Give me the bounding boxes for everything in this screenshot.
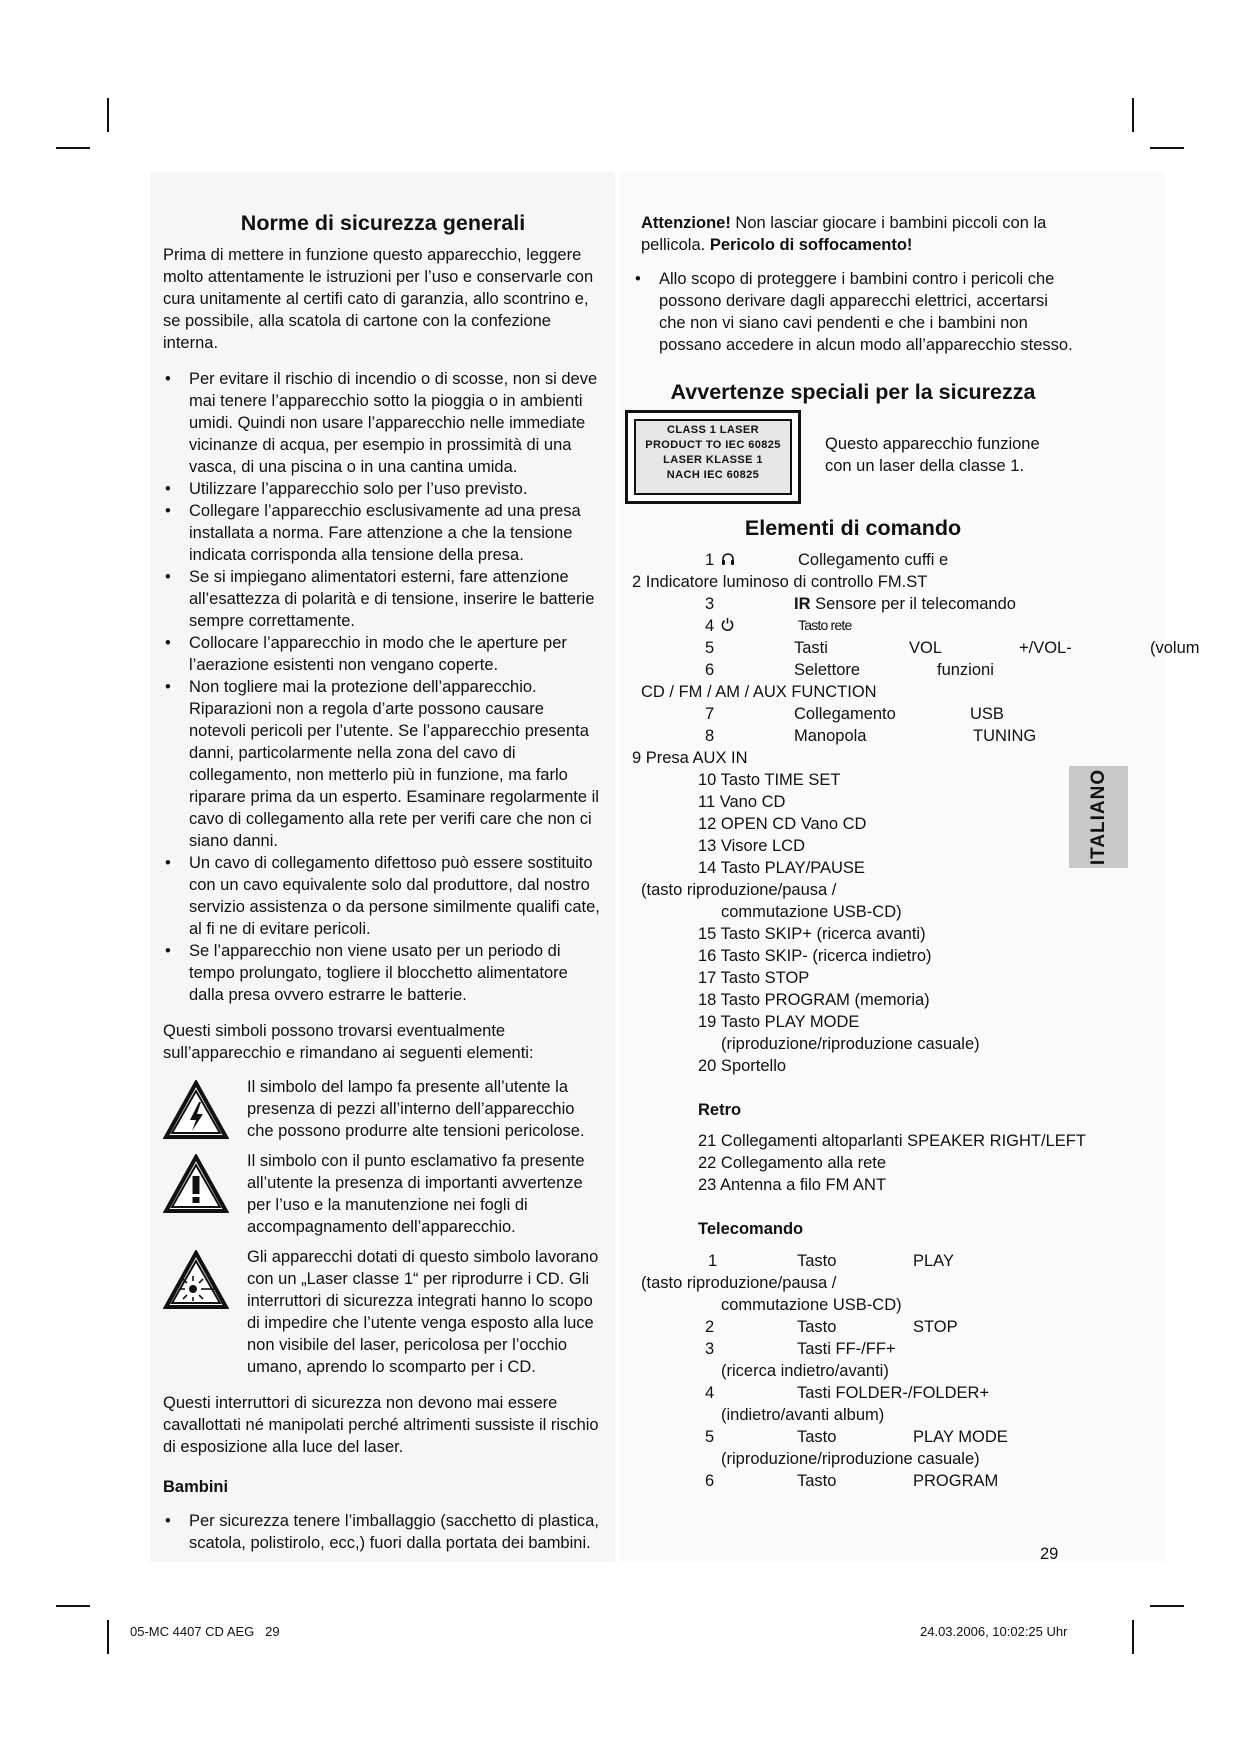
remote-text: commutazione USB-CD) [721, 1296, 902, 1314]
control-text [794, 595, 1016, 614]
special-safety-title: Avvertenze speciali per la sicurezza [670, 380, 1036, 404]
control-text: Collegamento cuffi e [798, 551, 949, 569]
intro-paragraph: Prima di mettere in funzione questo apparecchio, leggere molto attentamente le istruzioni per l’uso e conservarle con cura unitamente al certifi cato di garanzia, allo scontrino e, se possibile, alla scatola di cartone con la confezione interna. [163, 246, 594, 352]
remote-text: PLAY MODE [913, 1428, 1008, 1446]
list-item: • Per evitare il rischio di incendio o di scosse, non si deve mai tenere l’apparecchio sotto la pioggia o in ambienti umidi. Quindi non usare l’apparecchio nelle immediate vicinanze di acqua, per esempio in prossimità di una vasca, di una piscina o in una cantina umida. [163, 368, 603, 478]
control-num: 3 [705, 595, 715, 613]
children-list [163, 1510, 603, 1554]
symbol-text: Il simbolo del lampo fa presente all’utente la presenza di pezzi all’interno dell’apparecchio che possono produrre alte tensioni pericolose. [247, 1078, 585, 1140]
laser-label-line: PRODUCT TO IEC 60825 [645, 439, 781, 451]
control-text: 11 Vano CD [698, 793, 786, 811]
control-text: 18 Tasto PROGRAM (memoria) [698, 991, 930, 1009]
laser-description: Questo apparecchio funzione con un laser della classe 1. [825, 435, 1040, 475]
control-text: Manopola [794, 727, 867, 745]
control-text: 13 Visore LCD [698, 837, 806, 855]
remote-heading: Telecomando [698, 1220, 804, 1238]
laser-class-label [625, 410, 801, 504]
control-text: 2 Indicatore luminoso di controllo FM.ST [632, 573, 928, 591]
page-number: 29 [1040, 1545, 1059, 1563]
left-column [163, 212, 603, 1554]
attention-text: Non lasciar giocare i bambini piccoli con la pellicola. [641, 214, 1047, 254]
control-text: 23 Antenna a filo FM ANT [698, 1176, 887, 1194]
lightning-warning-icon [163, 1080, 229, 1140]
control-text: USB [970, 705, 1004, 723]
attention-paragraph [633, 212, 1073, 256]
laser-label-inner [634, 419, 792, 495]
control-text: Selettore [794, 661, 861, 679]
headphone-icon [720, 551, 736, 572]
symbol-laser [163, 1246, 603, 1378]
list-item: • Utilizzare l’apparecchio solo per l’uso previsto. [163, 478, 603, 500]
control-num: 4 [705, 617, 715, 635]
laser-label-line: CLASS 1 LASER [667, 424, 759, 436]
control-text: funzioni [937, 661, 994, 679]
right-top [633, 212, 1073, 356]
crop-mark [1150, 147, 1184, 149]
power-icon [720, 617, 735, 637]
remote-text: PLAY [913, 1252, 954, 1270]
control-text: (volum [1150, 639, 1200, 657]
attention-danger: Pericolo di soffocamento! [709, 236, 913, 254]
control-text: (tasto riproduzione/pausa / [641, 881, 837, 899]
laser-warning-icon [163, 1250, 229, 1310]
remote-text: Tasto [797, 1428, 837, 1446]
remote-text: Tasto [797, 1252, 837, 1270]
crop-mark [107, 98, 109, 132]
safety-title: Norme di sicurezza generali [240, 211, 526, 235]
remote-num: 4 [705, 1384, 715, 1402]
footer-left: 05-MC 4407 CD AEG 29 [130, 1624, 280, 1639]
control-num: 7 [705, 705, 715, 723]
control-text: TUNING [973, 727, 1037, 745]
exclamation-warning-icon [163, 1154, 229, 1214]
ir-text: Sensore per il telecomando [810, 595, 1016, 613]
list-item: • Per sicurezza tenere l’imballaggio (sacchetto di plastica, scatola, polistirolo, ecc,) fuori dalla portata dei bambini. [163, 1510, 603, 1554]
remote-num: 3 [705, 1340, 715, 1358]
remote-text: Tasto [797, 1472, 837, 1490]
remote-text: STOP [913, 1318, 958, 1336]
switches-note: Questi interruttori di sicurezza non devono mai essere cavallottati né manipolati perché altrimenti sussiste il rischio di esposizione alla luce del laser. [163, 1394, 599, 1456]
retro-heading: Retro [698, 1101, 742, 1119]
symbol-text: Il simbolo con il punto esclamativo fa presente all’utente la presenza di importanti avvertenze per l’uso e la manutenzione nei fogli di accompagnamento dell’apparecchio. [247, 1152, 585, 1236]
crop-mark [1132, 1620, 1134, 1654]
control-text: Collegamento [794, 705, 896, 723]
remote-text: (ricerca indietro/avanti) [721, 1362, 889, 1380]
remote-text: Tasto [797, 1318, 837, 1336]
control-text: commutazione USB-CD) [721, 903, 902, 921]
control-text: +/VOL- [1019, 639, 1072, 657]
crop-mark [107, 1620, 109, 1654]
remote-num: 1 [708, 1252, 718, 1270]
remote-text: Tasti FOLDER-/FOLDER+ [797, 1384, 990, 1402]
language-tab-label: ITALIANO [1087, 768, 1109, 866]
remote-num: 2 [705, 1318, 715, 1336]
crop-mark [1132, 98, 1134, 132]
laser-label-line: NACH IEC 60825 [666, 469, 760, 481]
control-text: 15 Tasto SKIP+ (ricerca avanti) [698, 925, 926, 943]
crop-mark [56, 1605, 90, 1607]
crop-mark [56, 147, 90, 149]
list-item: • Collegare l’apparecchio esclusivamente ad una presa installata a norma. Fare attenzione a che la tensione indicata corrisponda alla tensione della presa. [163, 500, 603, 566]
control-text: 21 Collegamenti altoparlanti SPEAKER RIGHT/LEFT [698, 1132, 1086, 1150]
safety-list [163, 368, 603, 1006]
control-text: 20 Sportello [698, 1057, 787, 1075]
control-text: 19 Tasto PLAY MODE [698, 1013, 860, 1031]
ir-bold: IR [794, 595, 811, 613]
list-item: • Allo scopo di proteggere i bambini contro i pericoli che possono derivare dagli apparecchi elettrici, accertarsi che non vi siano cavi pendenti e che i bambini non possano accedere in alcun modo all’apparecchio stesso. [633, 268, 1073, 356]
list-item: • Un cavo di collegamento difettoso può essere sostituito con un cavo equivalente solo dal produttore, dal nostro servizio assistenza o da persone similmente qualifi cate, al fi ne di evitare pericoli. [163, 852, 603, 940]
symbol-lightning [163, 1076, 603, 1142]
language-tab [1069, 766, 1128, 868]
controls-title: Elementi di comando [744, 516, 962, 540]
remote-text: PROGRAM [913, 1472, 999, 1490]
list-item: • Se si impiegano alimentatori esterni, fare attenzione all’esattezza di polarità e di tensione, inserire le batterie sempre correttamente. [163, 566, 603, 632]
control-text: 16 Tasto SKIP- (ricerca indietro) [698, 947, 932, 965]
remote-text: (indietro/avanti album) [721, 1406, 885, 1424]
remote-num: 6 [705, 1472, 715, 1490]
crop-mark [1150, 1605, 1184, 1607]
remote-text: (tasto riproduzione/pausa / [641, 1274, 837, 1292]
control-text: 14 Tasto PLAY/PAUSE [698, 859, 865, 877]
symbols-intro: Questi simboli possono trovarsi eventualmente sull’apparecchio e rimandano ai seguenti elementi: [163, 1022, 534, 1062]
control-text: 9 Presa AUX IN [632, 749, 748, 767]
symbol-text: Gli apparecchi dotati di questo simbolo lavorano con un „Laser classe 1“ per riprodurre i CD. Gli interruttori di sicurezza integrati hanno lo scopo di impedire che l’utente venga esposto alla luce non visibile del laser, pericolosa per l’occhio umano, aprendo lo scomparto per i CD. [247, 1248, 599, 1376]
control-num: 1 [705, 551, 715, 569]
remote-text: (riproduzione/riproduzione casuale) [721, 1450, 980, 1468]
remote-text: Tasti FF-/FF+ [797, 1340, 896, 1358]
footer-right: 24.03.2006, 10:02:25 Uhr [920, 1624, 1068, 1639]
control-text: 17 Tasto STOP [698, 969, 810, 987]
control-text: Tasto rete [798, 617, 852, 633]
list-item: • Se l’apparecchio non viene usato per un periodo di tempo prolungato, togliere il blocchetto alimentatore dalla presa ovvero estrarre le batterie. [163, 940, 603, 1006]
control-text: (riproduzione/riproduzione casuale) [721, 1035, 980, 1053]
children-protection-list [633, 268, 1073, 356]
control-num: 8 [705, 727, 715, 745]
control-text: 10 Tasto TIME SET [698, 771, 841, 789]
control-text: 22 Collegamento alla rete [698, 1154, 887, 1172]
children-heading: Bambini [163, 1478, 229, 1496]
list-item: • Non togliere mai la protezione dell’apparecchio. Riparazioni non a regola d’arte possono causare notevoli pericoli per l’utente. Se l’apparecchio presenta danni, particolarmente nella zona del cavo di collegamento, non metterlo più in funzione, ma farlo riparare prima da un esperto. Esaminare regolarmente il cavo di collegamento alla rete per verifi care che non ci siano danni. [163, 676, 603, 852]
laser-label-line: LASER KLASSE 1 [663, 454, 763, 466]
list-item: • Collocare l’apparecchio in modo che le aperture per l’aerazione esistenti non vengano coperte. [163, 632, 603, 676]
symbol-exclamation [163, 1150, 603, 1238]
control-text: 12 OPEN CD Vano CD [698, 815, 867, 833]
remote-num: 5 [705, 1428, 715, 1446]
control-text: Tasti [794, 639, 828, 657]
control-num: 5 [705, 639, 715, 657]
control-text: CD / FM / AM / AUX FUNCTION [641, 683, 877, 701]
control-text: VOL [909, 639, 943, 657]
attention-label: Attenzione! [641, 214, 731, 232]
control-num: 6 [705, 661, 715, 679]
